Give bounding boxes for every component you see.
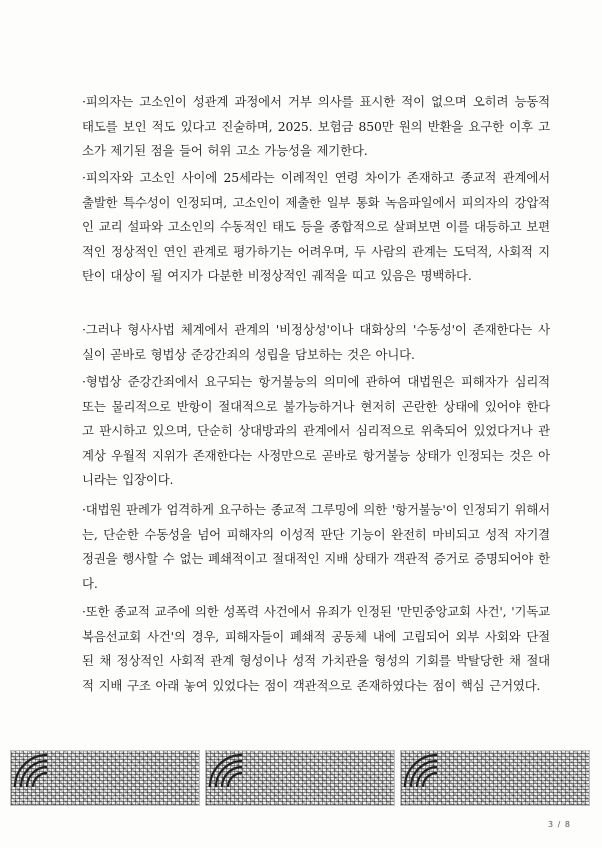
- paragraph-false-accusation-claim: ·피의자는 고소인이 성관계 과정에서 거부 의사를 표시한 적이 없으며 오히려 능동적 태도를 보인 적도 있다고 진술하며, 2025. 보험금 850만 원의 반환을 요구한 이후 고소가 제기된 점을 들어 허위 고소 가능성을 제기한다.: [82, 94, 550, 159]
- security-pattern-2: [205, 750, 395, 806]
- corner-arcs-icon: [206, 751, 246, 791]
- paragraph-criminal-law-limit: ·그러나 형사사법 체계에서 관계의 '비정상성'이나 대화상의 '수동성'이 존재한다는 사실이 곧바로 형법상 준강간죄의 성립을 담보하는 것은 아니다.: [82, 322, 550, 362]
- paragraph-religious-grooming-standard: ·대법원 판례가 엄격하게 요구하는 종교적 그루밍에 의한 '항거불능'이 인정되기 위해서는, 단순한 수동성을 넘어 피해자의 이성적 판단 기능이 완전히 마비되고 성적 자기결정권을 행사할 수 없는 폐쇄적이고 절대적인 지배 상태가 객관적 증거로 증명되어야 한다.: [82, 502, 550, 591]
- corner-arcs-icon: [401, 751, 441, 791]
- paragraph-precedent-cases: ·또한 종교적 교주에 의한 성폭력 사건에서 유죄가 인정된 '만민중앙교회 사건', '기독교복음선교회 사건'의 경우, 피해자들이 폐쇄적 공동체 내에 고립되어 외부 사회와 단절된 채 정상적인 사회적 관계 형성이나 성적 가치관을 형성의 기회를 박탈당한 채 절대적 지배 구조 아래 놓여 있었다는 점이 객관적으로 존재하였다는 점이 핵심 근거였다.: [82, 604, 550, 693]
- page-number: 3 / 8: [548, 820, 571, 829]
- security-pattern-3: [400, 750, 590, 806]
- corner-arcs-icon: [11, 751, 51, 791]
- paragraph-incapacity-definition: ·형법상 준강간죄에서 요구되는 항거불능의 의미에 관하여 대법원은 피해자가 심리적 또는 물리적으로 반항이 절대적으로 불가능하거나 현저히 곤란한 상태에 있어야 한다고 판시하고 있으며, 단순히 상대방과의 관계에서 심리적으로 위축되어 있었다거나 관계상 우월적 지위가 존재한다는 사정만으로 곧바로 항거불능 상태가 인정되는 것은 아니라는 입장이다.: [82, 374, 550, 488]
- security-pattern-1: [10, 750, 200, 806]
- paragraph-abnormal-relationship: ·피의자와 고소인 사이에 25세라는 이례적인 연령 차이가 존재하고 종교적 관계에서 출발한 특수성이 인정되며, 고소인이 제출한 일부 통화 녹음파일에서 피의자의 강압적인 교리 설파와 고소인의 수동적인 태도 등을 종합적으로 살펴보면 이를 대등하고 보편적인 정상적인 연인 관계로 평가하기는 어려우며, 두 사람의 관계는 도덕적, 사회적 지탄이 대상이 될 여지가 다분한 비정상적인 궤적을 띠고 있음은 명백하다.: [82, 170, 550, 284]
